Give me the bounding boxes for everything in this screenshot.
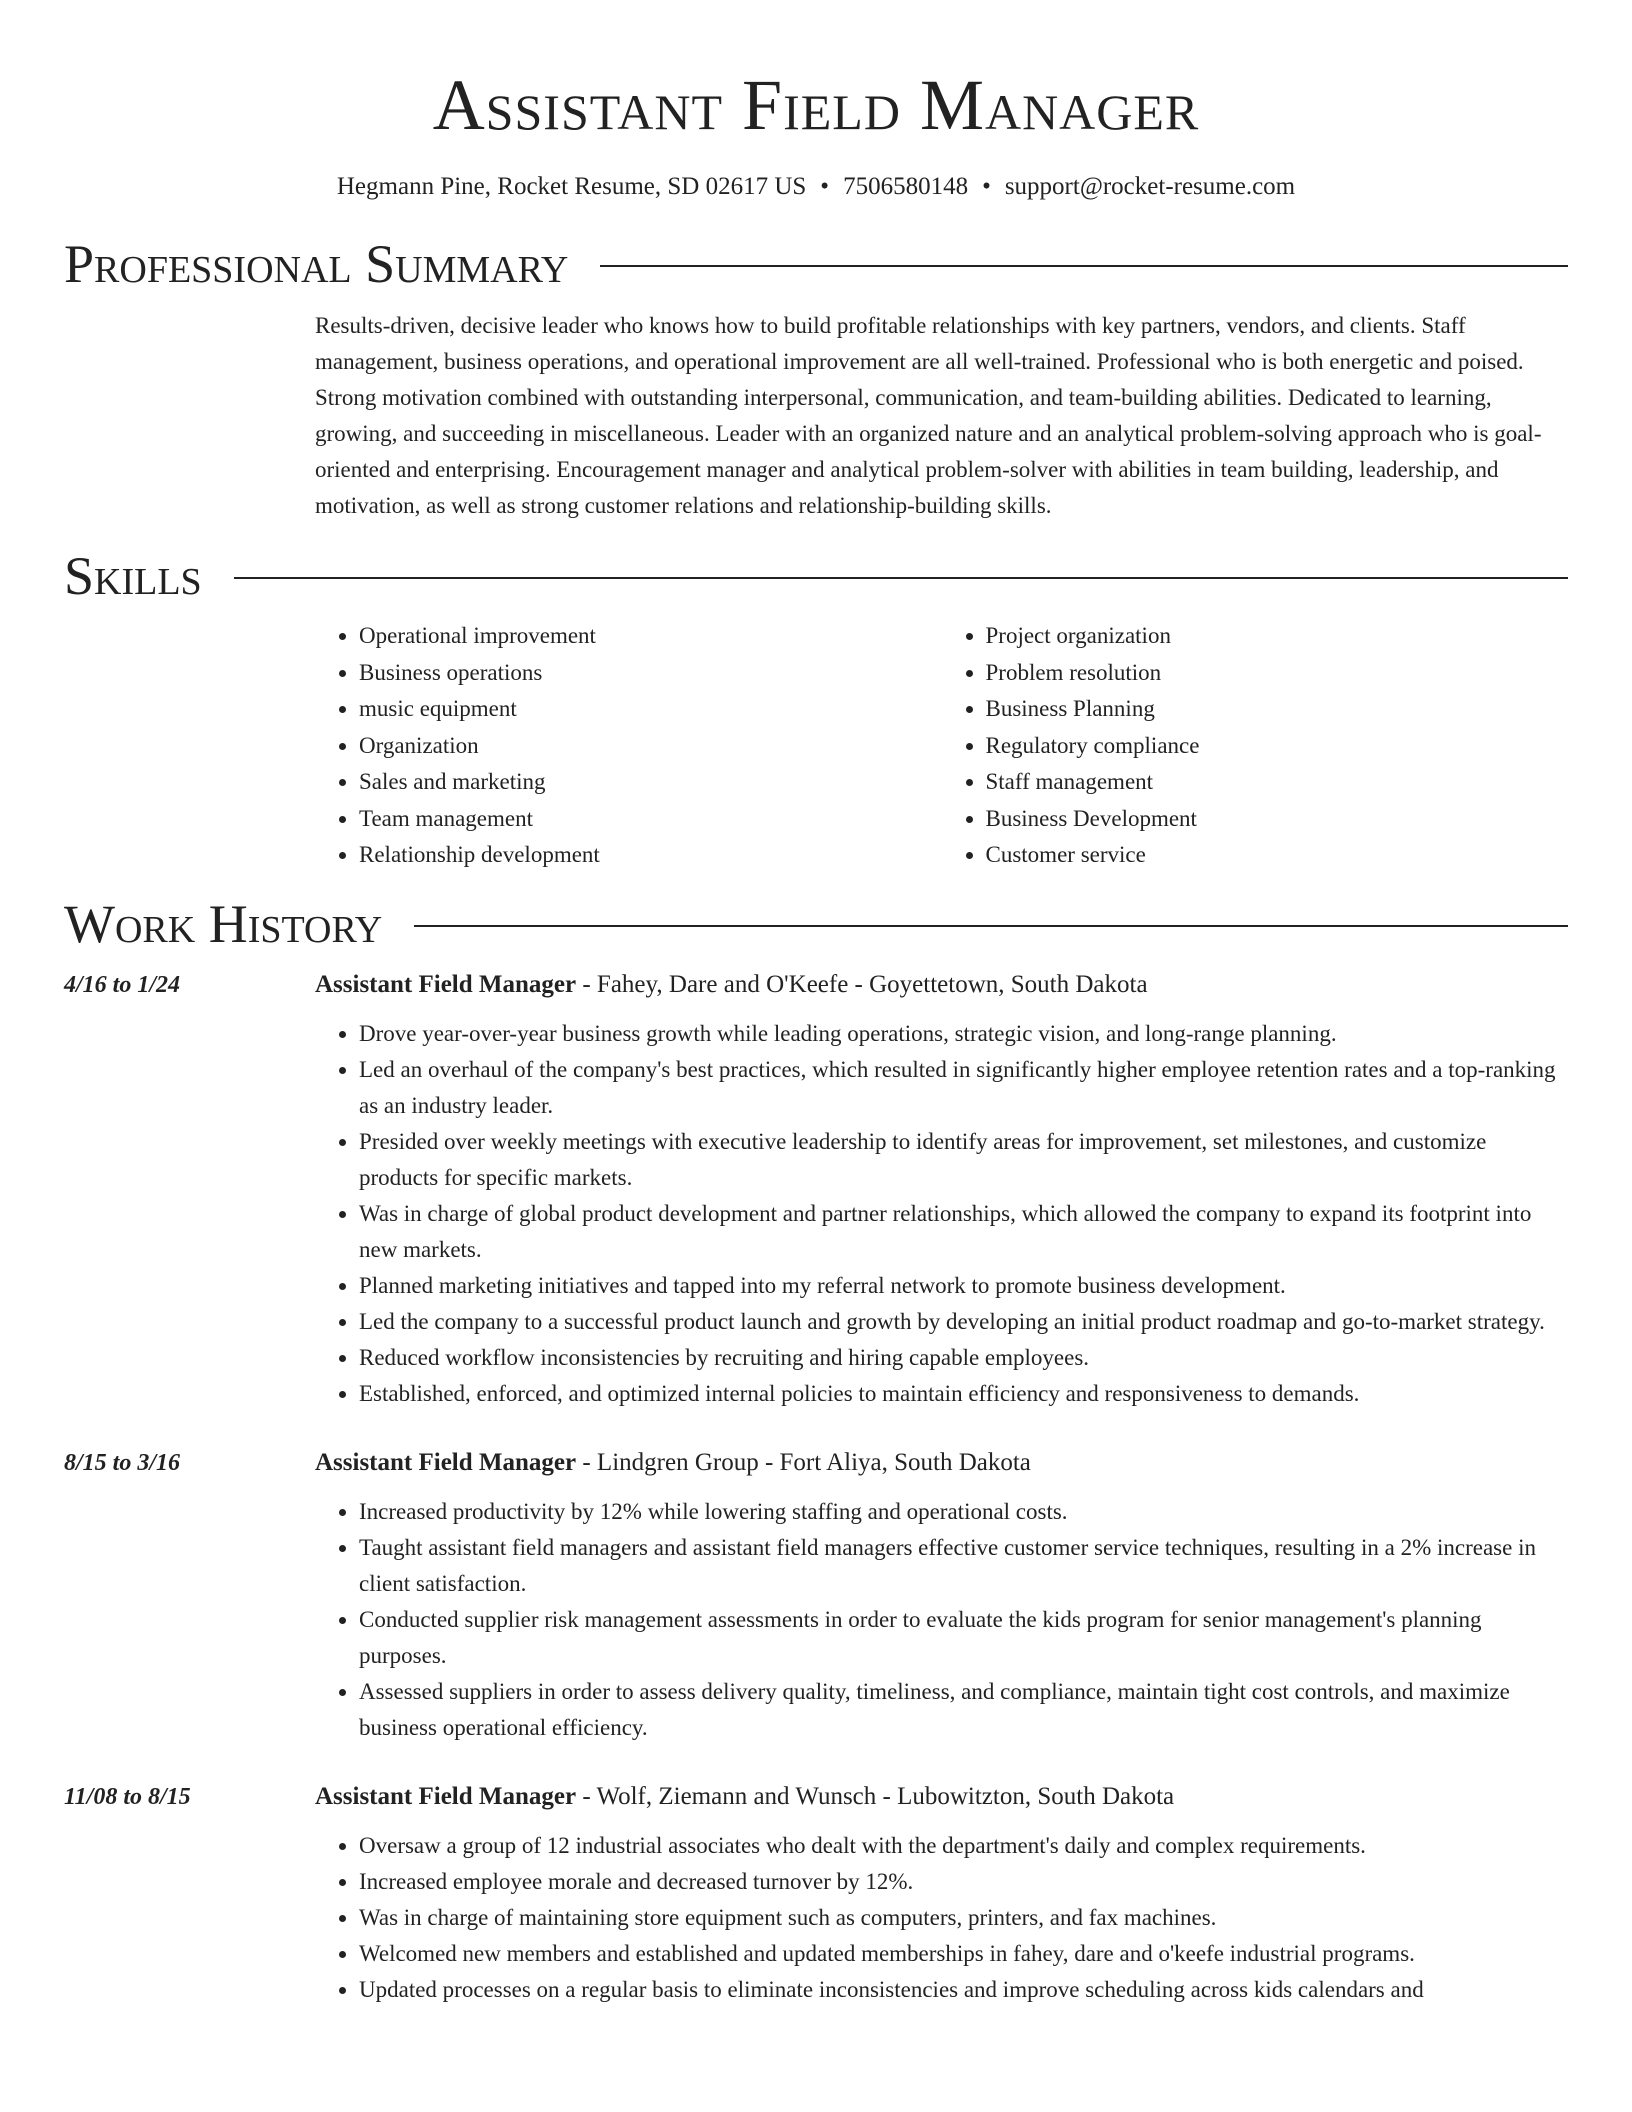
skills-column-left — [315, 618, 942, 874]
skill-item: • Business Planning — [986, 691, 1569, 728]
job-entry — [64, 1778, 1568, 2008]
job-bullet: • Was in charge of maintaining store equipment such as computers, printers, and fax machines. — [359, 1900, 1568, 1936]
job-bullet: • Updated processes on a regular basis to eliminate inconsistencies and improve scheduling across kids calendars and — [359, 1972, 1568, 2008]
contact-separator: • — [820, 173, 830, 200]
job-bullet-list — [315, 1828, 1568, 2008]
job-header — [315, 966, 1568, 1004]
skills-heading: Skills — [64, 546, 202, 606]
job-company-location: - Wolf, Ziemann and Wunsch - Lubowitzton, South Dakota — [576, 1782, 1175, 1810]
skill-item: • Regulatory compliance — [986, 728, 1569, 765]
skill-item: • Relationship development — [359, 837, 942, 874]
job-header — [315, 1778, 1568, 1816]
job-dates: 11/08 to 8/15 — [64, 1783, 191, 1810]
summary-text: Results-driven, decisive leader who knows how to build profitable relationships with key partners, vendors, and clients. Staff management, business operations, and operational improvement are all well-trained. Professional who is both energetic and poised. Strong motivation combined with outstanding interpersonal, communication, and team-building abilities. Dedicated to learning, growing, and succeeding in miscellaneous. Leader with an organized nature and an analytical problem-solving approach who is goal-oriented and enterprising. Encouragement manager and analytical problem-solver with abilities in team building, leadership, and motivation, as well as strong customer relations and relationship-building skills. — [315, 313, 1542, 518]
skills-grid — [315, 618, 1568, 874]
skill-item: • Sales and marketing — [359, 764, 942, 801]
summary-heading: Professional Summary — [64, 234, 569, 294]
work-section-header — [64, 892, 1568, 956]
job-bullet: • Taught assistant field managers and assistant field managers effective customer service techniques, resulting in a 2% increase in client satisfaction. — [359, 1530, 1568, 1602]
resume-page — [64, 0, 1568, 2008]
job-bullet: • Oversaw a group of 12 industrial associates who dealt with the department's daily and complex requirements. — [359, 1828, 1568, 1864]
job-bullet-list — [315, 1016, 1568, 1412]
contact-line — [64, 170, 1568, 204]
work-history-list — [64, 966, 1568, 2008]
summary-section-header — [64, 232, 1568, 296]
skill-item: • Problem resolution — [986, 655, 1569, 692]
job-bullet: • Drove year-over-year business growth while leading operations, strategic vision, and long-range planning. — [359, 1016, 1568, 1052]
job-header — [315, 1444, 1568, 1482]
job-bullet: • Increased employee morale and decreased turnover by 12%. — [359, 1864, 1568, 1900]
skill-item: • Operational improvement — [359, 618, 942, 655]
job-bullet: • Was in charge of global product development and partner relationships, which allowed the company to expand its footprint into new markets. — [359, 1196, 1568, 1268]
contact-address: Hegmann Pine, Rocket Resume, SD 02617 US — [336, 173, 807, 200]
job-title: Assistant Field Manager — [315, 970, 577, 998]
section-divider — [600, 265, 1568, 267]
job-bullet: • Reduced workflow inconsistencies by recruiting and hiring capable employees. — [359, 1340, 1568, 1376]
job-title: Assistant Field Manager — [315, 1782, 577, 1810]
section-divider — [414, 925, 1568, 927]
job-bullet: • Increased productivity by 12% while lowering staffing and operational costs. — [359, 1494, 1568, 1530]
contact-separator: • — [982, 173, 991, 200]
job-bullet: • Welcomed new members and established and updated memberships in fahey, dare and o'keefe industrial programs. — [359, 1936, 1568, 1972]
job-bullet: • Presided over weekly meetings with executive leadership to identify areas for improvement, set milestones, and customize products for specific markets. — [359, 1124, 1568, 1196]
job-bullet-list — [315, 1494, 1568, 1746]
skills-column-right — [942, 618, 1569, 874]
job-entry — [64, 1444, 1568, 1746]
job-bullet: • Conducted supplier risk management assessments in order to evaluate the kids program for senior management's planning purposes. — [359, 1602, 1568, 1674]
skill-item: • Team management — [359, 801, 942, 838]
work-heading: Work History — [64, 893, 383, 954]
skill-item: • Customer service — [986, 837, 1569, 874]
job-entry — [64, 966, 1568, 1412]
job-company-location: - Fahey, Dare and O'Keefe - Goyettetown, South Dakota — [576, 970, 1148, 998]
skill-item: • Staff management — [986, 764, 1569, 801]
skill-item: • Project organization — [986, 618, 1569, 655]
job-company-location: - Lindgren Group - Fort Aliya, South Dakota — [576, 1448, 1031, 1476]
section-divider — [234, 577, 1568, 579]
contact-email: support@rocket-resume.com — [1004, 173, 1296, 200]
job-title: Assistant Field Manager — [315, 1448, 577, 1476]
job-bullet: • Established, enforced, and optimized internal policies to maintain efficiency and responsiveness to demands. — [359, 1376, 1568, 1412]
skill-item: • Business Development — [986, 801, 1569, 838]
skill-item: • Business operations — [359, 655, 942, 692]
job-bullet: • Assessed suppliers in order to assess delivery quality, timeliness, and compliance, maintain tight cost controls, and maximize business operational efficiency. — [359, 1674, 1568, 1746]
job-bullet: • Planned marketing initiatives and tapped into my referral network to promote business development. — [359, 1268, 1568, 1304]
skill-item: • Organization — [359, 728, 942, 765]
job-bullet: • Led the company to a successful product launch and growth by developing an initial product roadmap and go-to-market strategy. — [359, 1304, 1568, 1340]
skill-item: • music equipment — [359, 691, 942, 728]
job-dates: 8/15 to 3/16 — [64, 1449, 181, 1476]
contact-phone: 7506580148 — [843, 173, 969, 200]
job-bullet: • Led an overhaul of the company's best practices, which resulted in significantly higher employee retention rates and a top-ranking as an industry leader. — [359, 1052, 1568, 1124]
resume-name: Assistant Field Manager — [432, 65, 1200, 145]
skills-section-header — [64, 544, 1568, 608]
job-dates: 4/16 to 1/24 — [64, 971, 181, 998]
